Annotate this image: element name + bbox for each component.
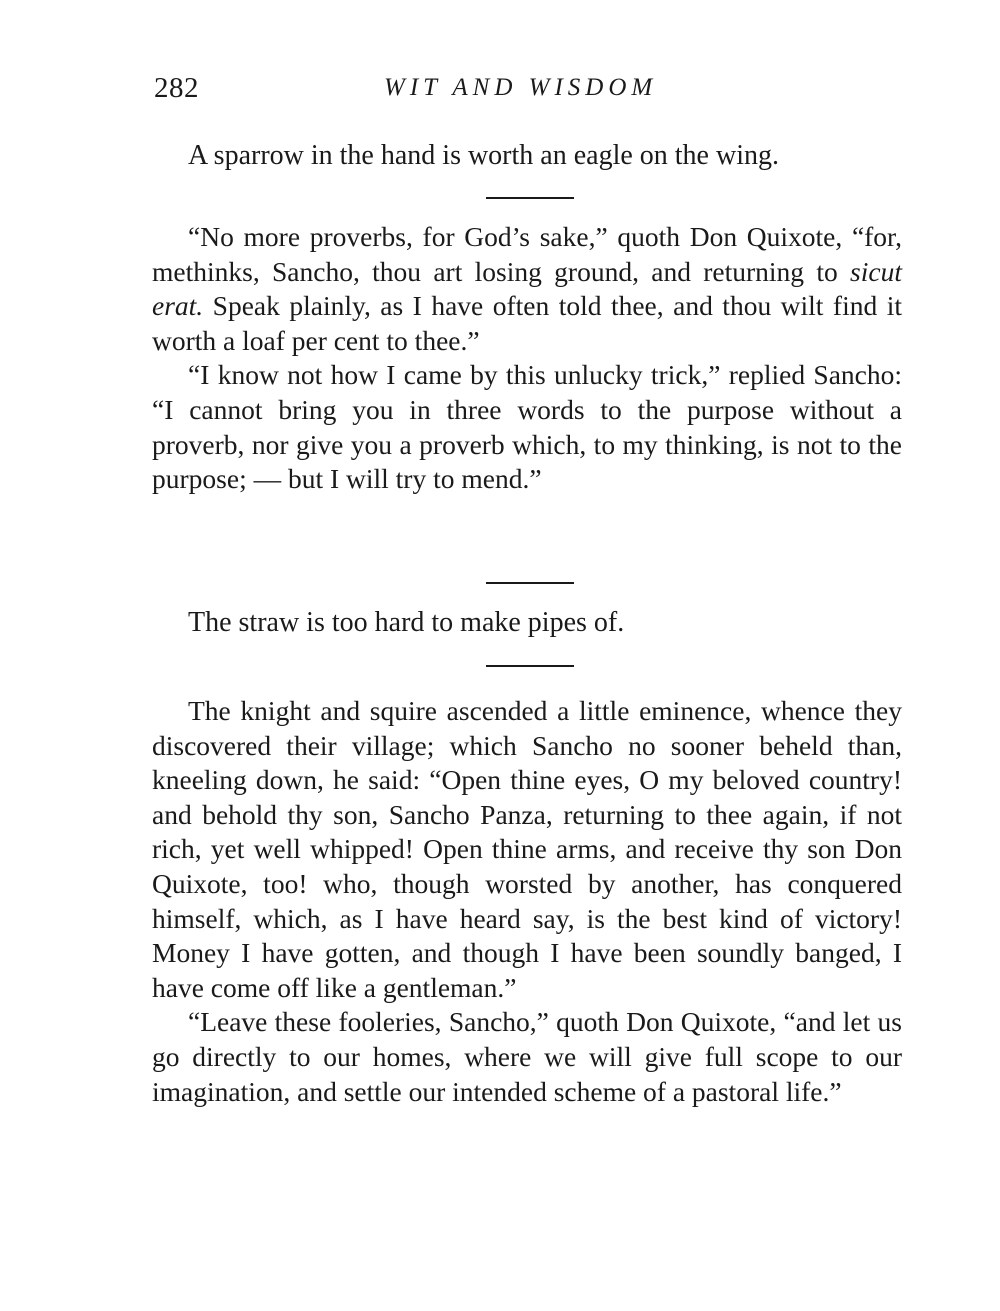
paragraph-quixote-proverbs: “No more proverbs, for God’s sake,” quoth Don Quixote, “for, methinks, Sancho, thou art losing ground, and returning to sicut erat. Speak plainly, as I have often told thee, and thou wilt find it worth a loaf per cent to thee.” (152, 221, 902, 356)
paragraph-sancho-reply: “I know not how I came by this unlucky trick,” replied Sancho: “I cannot bring you in three words to the purpose without a proverb, nor give you a proverb which, to my thinking, is not to the purpose; — but I will try to mend.” (152, 359, 902, 495)
latin-phrase: sicut erat. (152, 255, 902, 322)
homecoming-section (152, 694, 902, 1109)
page-header (152, 72, 902, 112)
paragraph-pastoral-life: “Leave these fooleries, Sancho,” quoth Don Quixote, “and let us go directly to our homes, where we will give full scope to our imagination, and settle our intended scheme of a pastoral life.” (152, 1006, 902, 1107)
section-divider (486, 582, 574, 584)
dialogue-section (152, 220, 902, 497)
running-title: WIT AND WISDOM (384, 74, 658, 101)
paragraph-homecoming: The knight and squire ascended a little eminence, whence they discovered their village; which Sancho no sooner beheld than, kneeling down, he said: “Open thine eyes, O my beloved country! and behold thy son, Sancho Panza, returning to thee again, if not rich, yet well whipped! Open thine arms, and receive thy son Don Quixote, too! who, though worsted by another, has conquered himself, which, as I have heard say, is the best kind of victory! Money I have gotten, and though I have been soundly banged, I have come off like a gentleman.” (152, 695, 902, 1003)
proverb-straw: The straw is too hard to make pipes of. (188, 607, 625, 638)
section-divider (486, 665, 574, 667)
proverb-sparrow: A sparrow in the hand is worth an eagle on the wing. (188, 140, 779, 171)
section-divider (486, 197, 574, 199)
page-number: 282 (154, 72, 199, 104)
